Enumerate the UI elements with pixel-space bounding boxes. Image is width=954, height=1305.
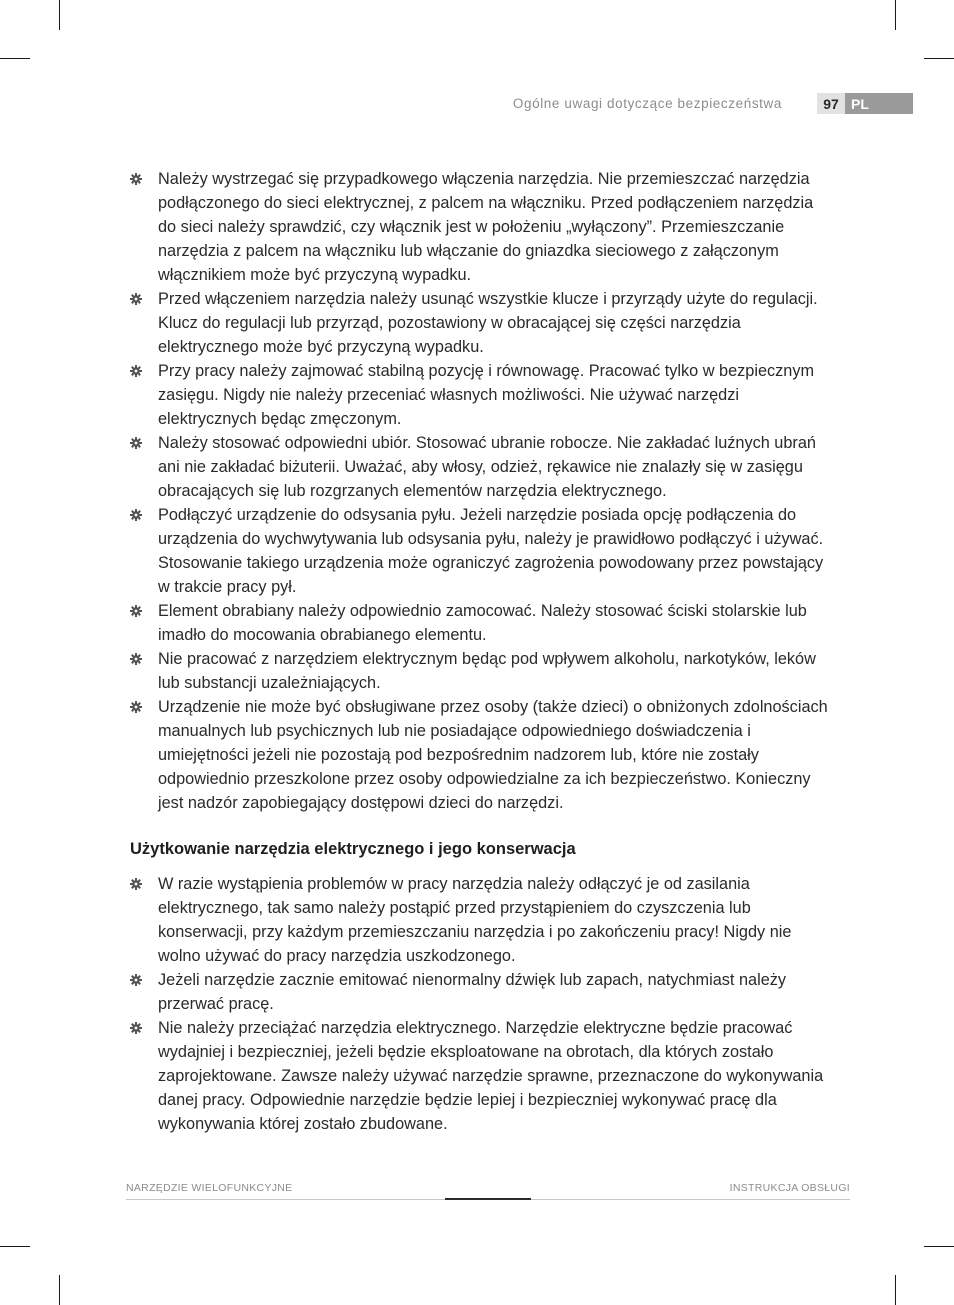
list-item-text: Przed włączeniem narzędzia należy usunąć wszystkie klucze i przyrządy użyte do regulacji. Klucz do regulacji lub przyrząd, pozostawiony w obracającej się części narzędzia elektrycznego może być przyczyną wypadku. [158,290,818,356]
list-item-text: Urządzenie nie może być obsługiwane przez osoby (także dzieci) o obniżonych zdolnościach manualnych lub psychicznych lub nie posiadające odpowiedniego doświadczenia i umiejętności jeżeli nie pozostają pod bezpośrednim nadzorem lub, które nie zostały odpowiednio przeszkolone przez osoby odpowiedzialne za ich bezpieczeństwo. Konieczny jest nadzór zapobiegający dostępowi dzieci do narzędzi. [158,698,828,812]
crop-mark [924,1246,954,1247]
list-item [128,431,828,503]
list-item [128,968,828,1016]
page-number: 97 [817,93,845,114]
language-code: PL [845,93,913,114]
list-item-text: Przy pracy należy zajmować stabilną pozycję i równowagę. Pracować tylko w bezpiecznym zasięgu. Nigdy nie należy przeceniać własnych możliwości. Nie używać narzędzi elektrycznych będąc zmęczonym. [158,362,815,428]
gear-icon [130,365,142,377]
footer-accent-bar [445,1198,531,1200]
gear-icon [130,701,142,713]
list-item-text: Nie należy przeciążać narzędzia elektrycznego. Narzędzie elektryczne będzie pracować wydajniej i bezpieczniej, jeżeli będzie eksploatowane na obrotach, dla których zostało zaprojektowane. Zawsze należy używać narzędzie sprawne, przeznaczone do wykonywania danej pracy. Odpowiednie narzędzie będzie lepiej i bezpieczniej wykonywać pracę dla wykonywania której zostało zbudowane. [158,1019,824,1133]
gear-icon [130,437,142,449]
crop-mark [0,1246,30,1247]
footer-product-name: NARZĘDZIE WIELOFUNKCYJNE [126,1182,293,1194]
list-item [128,695,828,815]
list-item [128,503,828,599]
gear-icon [130,173,142,185]
list-item [128,599,828,647]
crop-mark [59,1275,60,1305]
footer-document-type: INSTRUKCJA OBSŁUGI [729,1182,850,1194]
list-item [128,167,828,287]
list-item [128,359,828,431]
crop-mark [895,1275,896,1305]
gear-icon [130,605,142,617]
list-item-text: Podłączyć urządzenie do odsysania pyłu. Jeżeli narzędzie posiada opcję podłączenia do urządzenia do wychwytywania lub odsysania pyłu, należy je prawidłowo podłączyć i używać. Stosowanie takiego urządzenia może ograniczyć zagrożenia powodowany przez powstający w trakcie pracy pył. [158,506,824,596]
list-item [128,872,828,968]
list-item-text: Jeżeli narzędzie zacznie emitować nienormalny dźwięk lub zapach, natychmiast należy przerwać pracę. [158,971,787,1013]
gear-icon [130,974,142,986]
page-badge [817,93,913,114]
section-heading: Użytkowanie narzędzia elektrycznego i jego konserwacja [130,840,576,858]
list-item-text: Należy wystrzegać się przypadkowego włączenia narzędzia. Nie przemieszczać narzędzia podłączonego do sieci elektrycznej, z palcem na włączniku. Przed podłączeniem narzędzia do sieci należy sprawdzić, czy włącznik jest w położeniu „wyłączony”. Przemieszczanie narzędzia z palcem na włączniku lub włączanie do gniazdka sieciowego z załączonym włącznikiem może być przyczyną wypadku. [158,170,814,284]
safety-list [128,167,828,815]
gear-icon [130,878,142,890]
gear-icon [130,509,142,521]
list-item-text: Nie pracować z narzędziem elektrycznym będąc pod wpływem alkoholu, narkotyków, leków lub substancji uzależniających. [158,650,816,692]
gear-icon [130,293,142,305]
list-item [128,287,828,359]
crop-mark [59,0,60,30]
list-item-text: Należy stosować odpowiedni ubiór. Stosować ubranie robocze. Nie zakładać luźnych ubrań ani nie zakładać biżuterii. Uważać, aby włosy, odzież, rękawice nie znalazły się w zasięgu obracających się lub rozgrzanych elementów narzędzia elektrycznego. [158,434,816,500]
page-content [128,167,828,1136]
list-item-text: Element obrabiany należy odpowiednio zamocować. Należy stosować ściski stolarskie lub imadło do mocowania obrabianego elementu. [158,602,807,644]
crop-mark [895,0,896,30]
list-item-text: W razie wystąpienia problemów w pracy narzędzia należy odłączyć je od zasilania elektrycznego, tak samo należy postąpić przed przystąpieniem do czyszczenia lub konserwacji, przy każdym przemieszczaniu narzędzia i po zakończeniu pracy! Nigdy nie wolno używać do pracy narzędzia uszkodzonego. [158,875,792,965]
list-item [128,647,828,695]
crop-mark [924,58,954,59]
usage-list [128,872,828,1136]
gear-icon [130,1022,142,1034]
crop-mark [0,58,30,59]
list-item [128,1016,828,1136]
gear-icon [130,653,142,665]
running-header-title: Ogólne uwagi dotyczące bezpieczeństwa [512,96,782,111]
